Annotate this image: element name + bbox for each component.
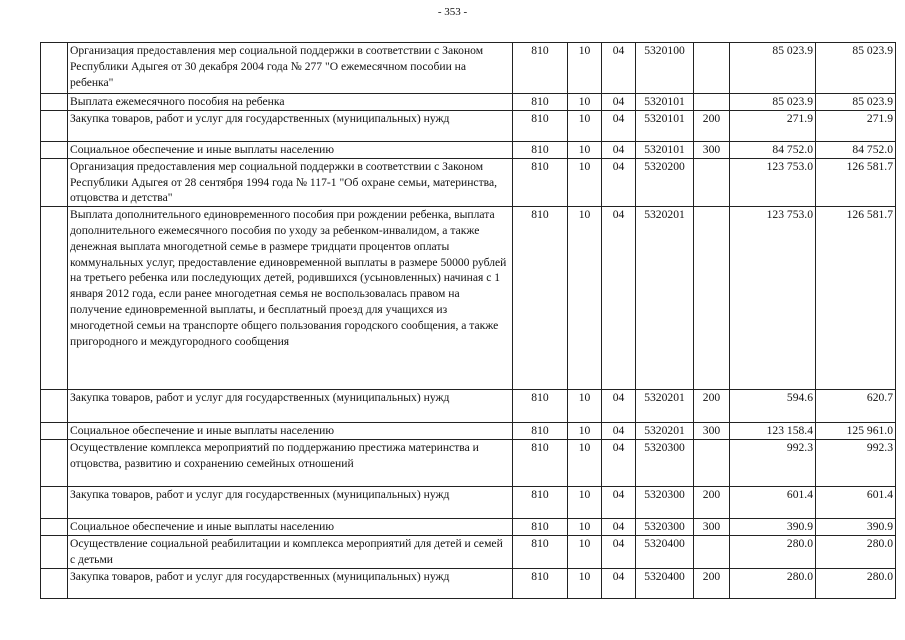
amount-year2-cell: 620.7 (816, 390, 896, 423)
blank-cell (41, 519, 68, 536)
blank-cell (41, 94, 68, 111)
expense-type-cell: 200 (694, 390, 730, 423)
section-code-cell: 10 (568, 43, 602, 94)
item-name-cell: Осуществление комплекса мероприятий по поддержанию престижа материнства и отцовства, развитию и сохранению семейных отношений (68, 440, 513, 487)
expense-type-cell (694, 158, 730, 206)
subsection-code-cell: 04 (602, 390, 636, 423)
section-code-cell: 10 (568, 94, 602, 111)
subsection-code-cell: 04 (602, 423, 636, 440)
item-name-cell: Организация предоставления мер социальной поддержки в соответствии с Законом Республики Адыгея от 30 декабря 2004 года № 277 "О ежемесячном пособии на ребенка" (68, 43, 513, 94)
item-name-cell: Закупка товаров, работ и услуг для государственных (муниципальных) нужд (68, 390, 513, 423)
section-code-cell: 10 (568, 110, 602, 141)
blank-cell (41, 440, 68, 487)
table-row (41, 94, 896, 111)
target-article-cell: 5320201 (636, 207, 694, 390)
amount-year1-cell: 84 752.0 (730, 141, 816, 158)
table-row (41, 207, 896, 390)
blank-cell (41, 423, 68, 440)
amount-year1-cell: 280.0 (730, 568, 816, 598)
subsection-code-cell: 04 (602, 207, 636, 390)
table-row (41, 440, 896, 487)
amount-year2-cell: 280.0 (816, 568, 896, 598)
amount-year1-cell: 123 753.0 (730, 207, 816, 390)
blank-cell (41, 158, 68, 206)
amount-year1-cell: 85 023.9 (730, 94, 816, 111)
amount-year1-cell: 601.4 (730, 487, 816, 519)
blank-cell (41, 207, 68, 390)
blank-cell (41, 43, 68, 94)
subsection-code-cell: 04 (602, 519, 636, 536)
item-name-cell: Организация предоставления мер социальной поддержки в соответствии с Законом Республики Адыгея от 28 сентября 1994 года № 117-1 "Об охране семьи, материнства, отцовства и детства" (68, 158, 513, 206)
section-code-cell: 10 (568, 519, 602, 536)
subsection-code-cell: 04 (602, 43, 636, 94)
section-code-cell: 10 (568, 207, 602, 390)
blank-cell (41, 568, 68, 598)
subsection-code-cell: 04 (602, 94, 636, 111)
ved-code-cell: 810 (513, 519, 568, 536)
item-name-cell: Закупка товаров, работ и услуг для государственных (муниципальных) нужд (68, 568, 513, 598)
ved-code-cell: 810 (513, 487, 568, 519)
expense-type-cell (694, 43, 730, 94)
page-number: - 353 - (437, 6, 468, 18)
amount-year2-cell: 271.9 (816, 110, 896, 141)
expense-type-cell (694, 207, 730, 390)
target-article-cell: 5320300 (636, 519, 694, 536)
target-article-cell: 5320201 (636, 390, 694, 423)
target-article-cell: 5320400 (636, 568, 694, 598)
ved-code-cell: 810 (513, 141, 568, 158)
amount-year1-cell: 594.6 (730, 390, 816, 423)
ved-code-cell: 810 (513, 390, 568, 423)
target-article-cell: 5320201 (636, 423, 694, 440)
amount-year2-cell: 601.4 (816, 487, 896, 519)
ved-code-cell: 810 (513, 423, 568, 440)
subsection-code-cell: 04 (602, 110, 636, 141)
subsection-code-cell: 04 (602, 440, 636, 487)
blank-cell (41, 390, 68, 423)
ved-code-cell: 810 (513, 43, 568, 94)
table-row (41, 423, 896, 440)
subsection-code-cell: 04 (602, 568, 636, 598)
amount-year1-cell: 390.9 (730, 519, 816, 536)
ved-code-cell: 810 (513, 110, 568, 141)
amount-year1-cell: 992.3 (730, 440, 816, 487)
amount-year2-cell: 126 581.7 (816, 158, 896, 206)
amount-year1-cell: 85 023.9 (730, 43, 816, 94)
amount-year2-cell: 125 961.0 (816, 423, 896, 440)
amount-year1-cell: 123 158.4 (730, 423, 816, 440)
amount-year1-cell: 271.9 (730, 110, 816, 141)
amount-year2-cell: 85 023.9 (816, 94, 896, 111)
ved-code-cell: 810 (513, 568, 568, 598)
target-article-cell: 5320101 (636, 110, 694, 141)
target-article-cell: 5320200 (636, 158, 694, 206)
expense-type-cell (694, 536, 730, 569)
amount-year1-cell: 280.0 (730, 536, 816, 569)
ved-code-cell: 810 (513, 207, 568, 390)
item-name-cell: Выплата ежемесячного пособия на ребенка (68, 94, 513, 111)
section-code-cell: 10 (568, 158, 602, 206)
table-row (41, 43, 896, 94)
item-name-cell: Выплата дополнительного единовременного пособия при рождении ребенка, выплата дополнительного ежемесячного пособия по уходу за ребенком-инвалидом, а также денежная выплата многодетной семье в размере тридцати процентов оплаты коммунальных услуг, предоставление единовременной выплаты в размере 50000 рублей на третьего ребенка или последующих детей, родившихся (усыновленных) начиная с 1 января 2012 года, если ранее многодетная семья не воспользовалась правом на получение единовременной выплаты, и бесплатный проезд для учащихся из многодетной семьи на транспорте общего пользования городского сообщения, а также пригородного и междугородного сообщения (68, 207, 513, 390)
amount-year2-cell: 85 023.9 (816, 43, 896, 94)
table-row (41, 568, 896, 598)
section-code-cell: 10 (568, 487, 602, 519)
amount-year2-cell: 84 752.0 (816, 141, 896, 158)
amount-year1-cell: 123 753.0 (730, 158, 816, 206)
table-row (41, 141, 896, 158)
item-name-cell: Социальное обеспечение и иные выплаты населению (68, 519, 513, 536)
section-code-cell: 10 (568, 423, 602, 440)
amount-year2-cell: 992.3 (816, 440, 896, 487)
ved-code-cell: 810 (513, 94, 568, 111)
amount-year2-cell: 390.9 (816, 519, 896, 536)
target-article-cell: 5320100 (636, 43, 694, 94)
ved-code-cell: 810 (513, 536, 568, 569)
section-code-cell: 10 (568, 568, 602, 598)
expense-type-cell (694, 94, 730, 111)
subsection-code-cell: 04 (602, 158, 636, 206)
expense-type-cell: 200 (694, 568, 730, 598)
item-name-cell: Осуществление социальной реабилитации и комплекса мероприятий для детей и семей с детьми (68, 536, 513, 569)
item-name-cell: Закупка товаров, работ и услуг для государственных (муниципальных) нужд (68, 487, 513, 519)
section-code-cell: 10 (568, 440, 602, 487)
table-row (41, 487, 896, 519)
budget-table (40, 42, 896, 599)
expense-type-cell: 300 (694, 519, 730, 536)
amount-year2-cell: 280.0 (816, 536, 896, 569)
blank-cell (41, 487, 68, 519)
item-name-cell: Закупка товаров, работ и услуг для государственных (муниципальных) нужд (68, 110, 513, 141)
expense-type-cell: 200 (694, 487, 730, 519)
section-code-cell: 10 (568, 390, 602, 423)
section-code-cell: 10 (568, 536, 602, 569)
item-name-cell: Социальное обеспечение и иные выплаты населению (68, 423, 513, 440)
target-article-cell: 5320300 (636, 487, 694, 519)
ved-code-cell: 810 (513, 440, 568, 487)
expense-type-cell: 200 (694, 110, 730, 141)
subsection-code-cell: 04 (602, 536, 636, 569)
table-row (41, 158, 896, 206)
table-row (41, 390, 896, 423)
item-name-cell: Социальное обеспечение и иные выплаты населению (68, 141, 513, 158)
target-article-cell: 5320300 (636, 440, 694, 487)
table-row (41, 536, 896, 569)
amount-year2-cell: 126 581.7 (816, 207, 896, 390)
blank-cell (41, 141, 68, 158)
target-article-cell: 5320400 (636, 536, 694, 569)
target-article-cell: 5320101 (636, 141, 694, 158)
ved-code-cell: 810 (513, 158, 568, 206)
blank-cell (41, 536, 68, 569)
expense-type-cell (694, 440, 730, 487)
table-row (41, 110, 896, 141)
expense-type-cell: 300 (694, 141, 730, 158)
section-code-cell: 10 (568, 141, 602, 158)
target-article-cell: 5320101 (636, 94, 694, 111)
expense-type-cell: 300 (694, 423, 730, 440)
blank-cell (41, 110, 68, 141)
table-body (41, 43, 896, 599)
subsection-code-cell: 04 (602, 487, 636, 519)
table-row (41, 519, 896, 536)
subsection-code-cell: 04 (602, 141, 636, 158)
